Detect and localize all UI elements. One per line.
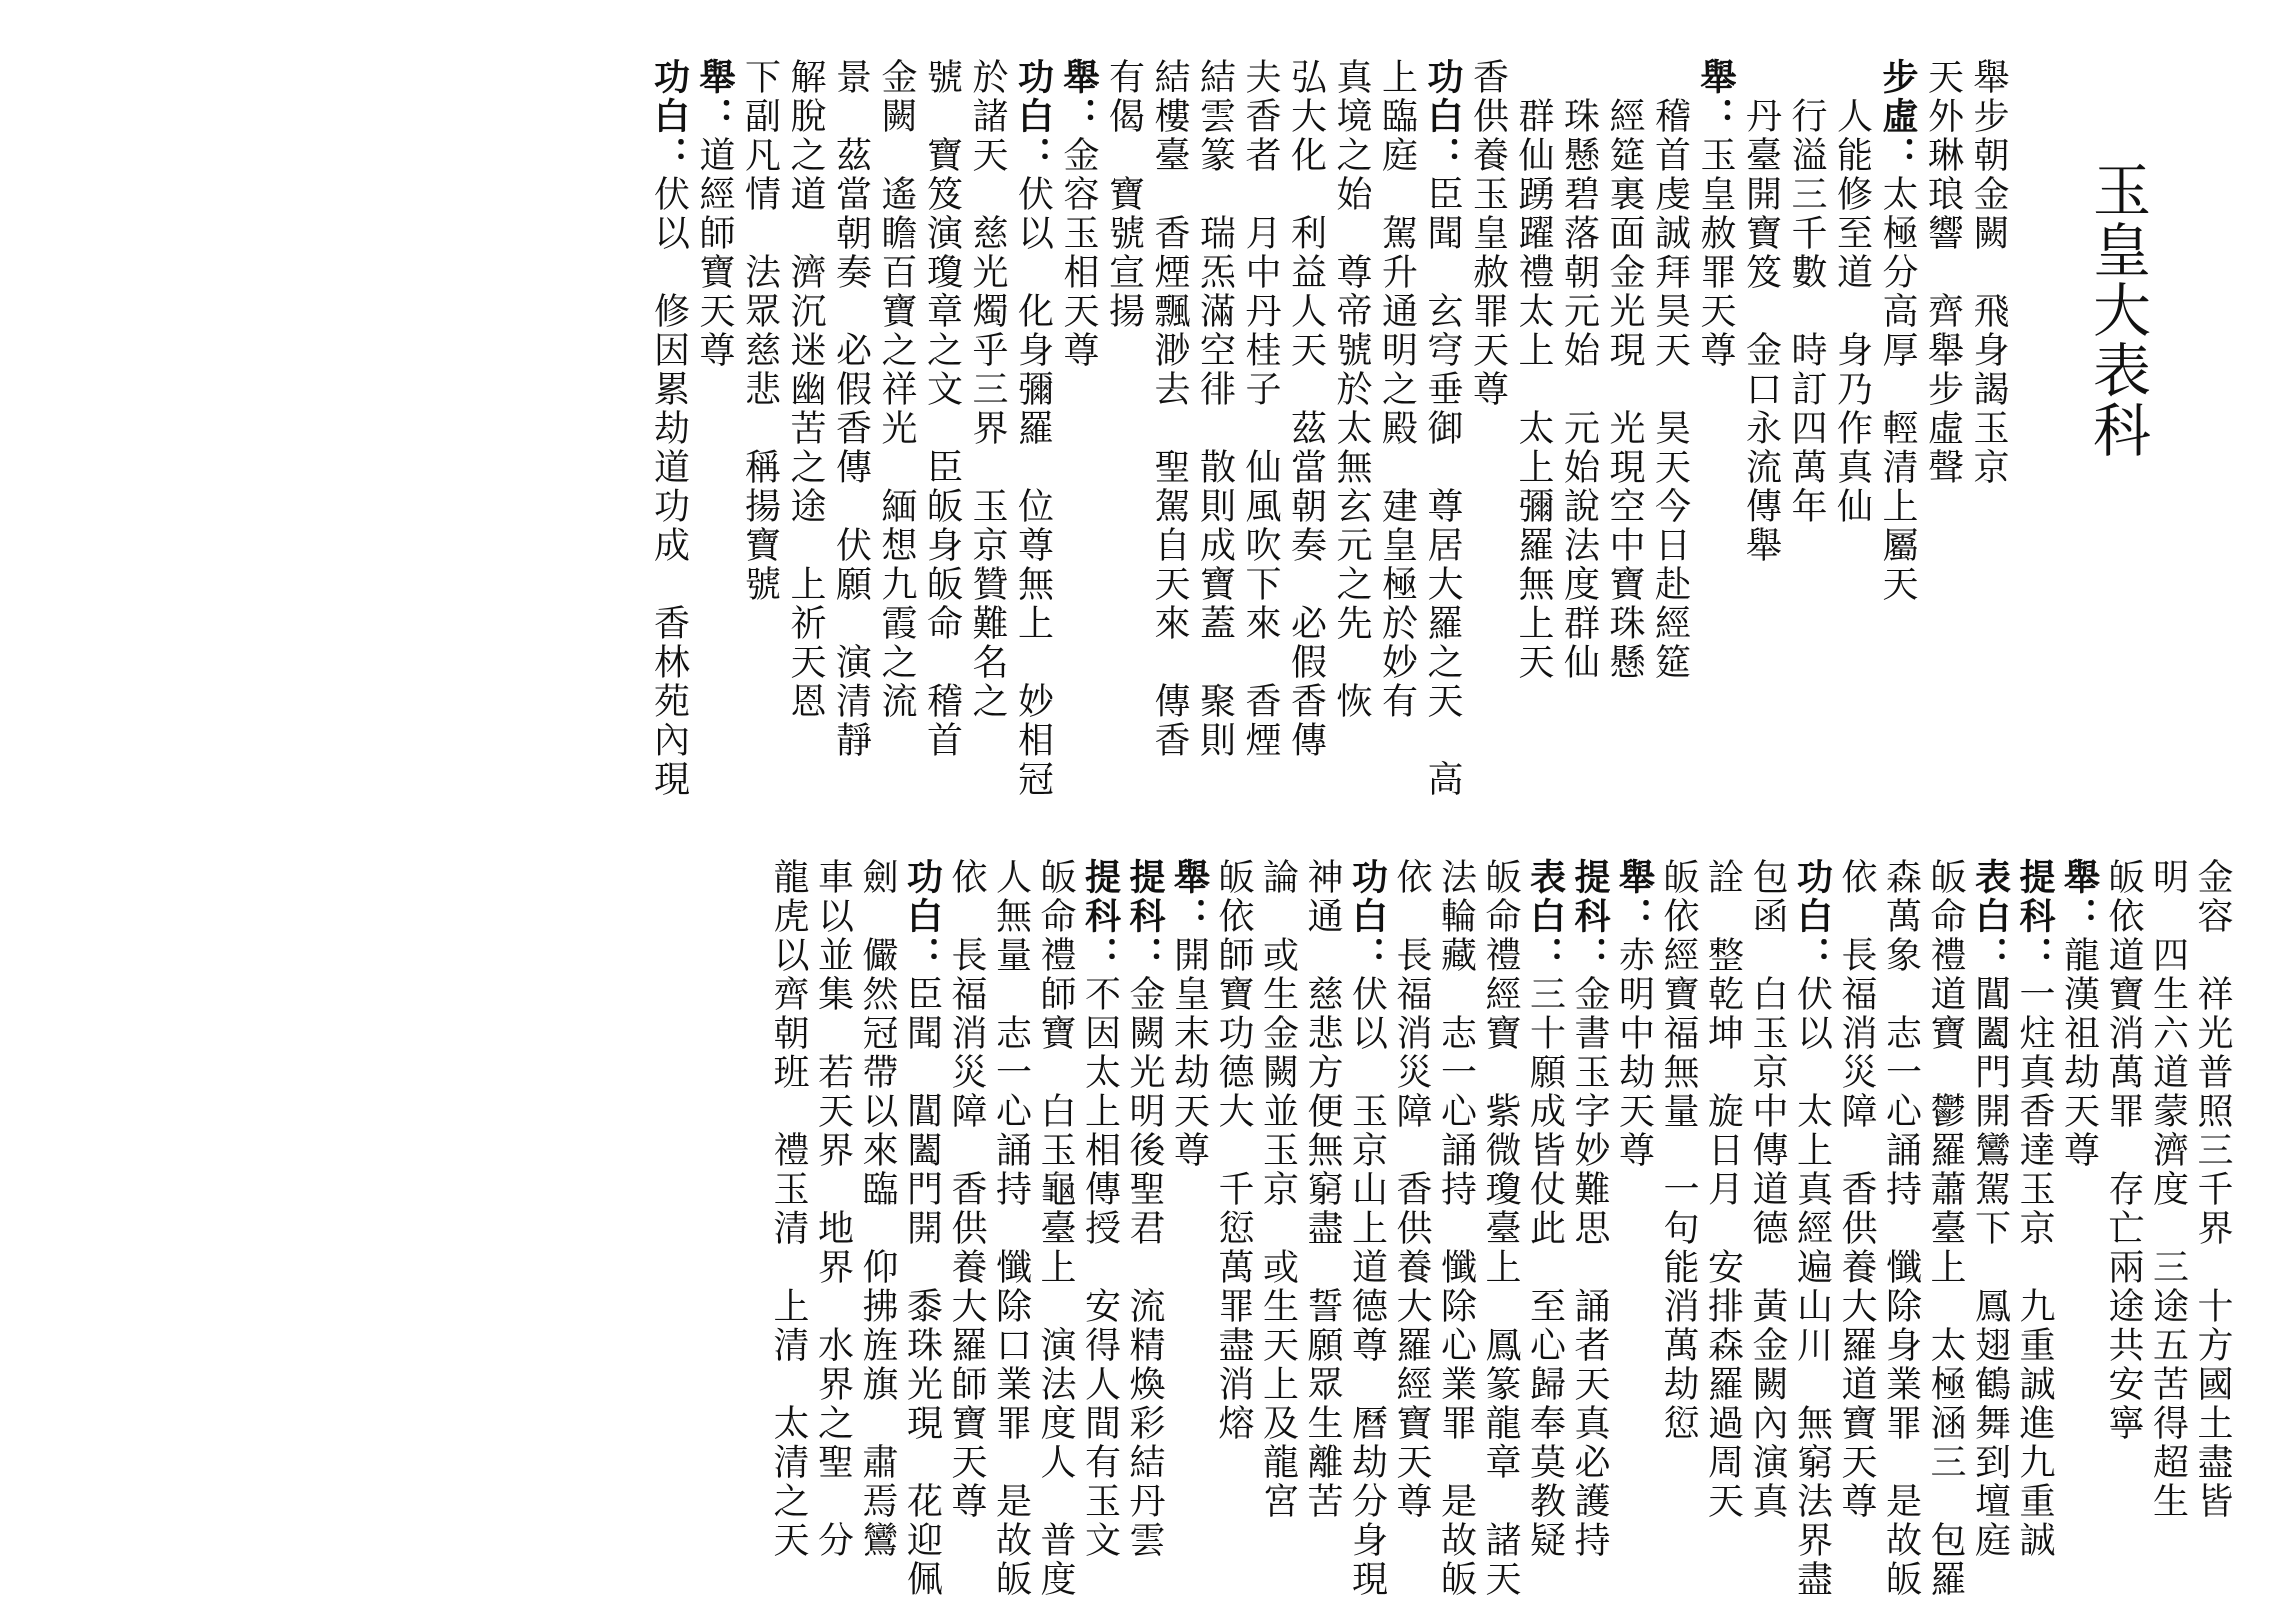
- text-column: [1834, 858, 1877, 1521]
- column-text: 天外琳琅響 齊舉步虛聲: [1922, 58, 1964, 487]
- column-text: 下副凡情 法眾慈悲 稱揚寶號: [739, 58, 781, 604]
- text-column: [1375, 58, 1418, 721]
- section-label: 功白：: [1012, 58, 1054, 175]
- text-column: [989, 858, 1032, 1599]
- text-column: [1790, 858, 1833, 1599]
- text-column: [1167, 858, 1210, 1170]
- text-column: [1966, 58, 2009, 487]
- column-text: 依 長福消災障 香供養大羅道寶天尊: [1836, 858, 1877, 1521]
- text-column: [944, 858, 987, 1521]
- section-label: 舉：: [694, 58, 735, 136]
- column-text: 伏以 修因累劫道功成 香林苑內現: [648, 175, 690, 799]
- section-label: 舉：: [2058, 858, 2100, 936]
- column-text: 開皇末劫天尊: [1168, 936, 1210, 1170]
- section-label: 表白：: [1969, 858, 2011, 975]
- column-text: 閶闔門開鸞駕下 鳳翅鶴舞到壇庭: [1969, 975, 2011, 1560]
- section-label: 提科：: [1569, 858, 1610, 975]
- text-column: [1193, 58, 1236, 760]
- text-column: [1701, 858, 1744, 1521]
- section-label: 功白：: [648, 58, 690, 175]
- section-label: 功白：: [1791, 858, 1833, 975]
- column-text: 真境之始 尊帝號於太無玄元之先 恢: [1331, 58, 1372, 721]
- text-column: [766, 858, 809, 1560]
- column-text: 行溢三千數 時訂四萬年: [1786, 58, 1827, 526]
- column-text: 夫香者 月中丹桂子 仙風吹下來 香煙: [1240, 58, 1281, 760]
- text-column: [965, 58, 1008, 721]
- column-text: 玉皇赦罪天尊: [1695, 136, 1736, 370]
- text-column: [920, 58, 963, 760]
- text-column: [1875, 58, 1918, 604]
- text-column: [1466, 58, 1509, 409]
- text-column: [1102, 58, 1145, 331]
- column-text: 結雲篆 瑞炁滿空徘 散則成寶蓋 聚則: [1194, 58, 1236, 760]
- text-column: [1345, 858, 1388, 1599]
- column-text: 結樓臺 香煙飄渺去 聖駕自天來 傳香: [1149, 58, 1190, 760]
- text-column: [783, 58, 826, 721]
- text-column: [900, 858, 943, 1599]
- section-label: 舉：: [1695, 58, 1736, 136]
- text-column: [1602, 58, 1645, 682]
- column-text: 皈命禮道寶 鬱羅蕭臺上 太極涵三 包羅: [1925, 858, 1966, 1599]
- column-text: 伏以 化身彌羅 位尊無上 妙相冠: [1012, 175, 1054, 799]
- text-column: [1784, 58, 1827, 526]
- column-text: 皈依經寶福無量 一句能消萬劫愆: [1658, 858, 1699, 1443]
- text-column: [1921, 58, 1964, 487]
- column-text: 解脫之道 濟沉迷幽苦之途 上祈天恩: [785, 58, 826, 721]
- column-text: 臣聞 閶闔門開 黍珠光現 花迎佩: [901, 975, 943, 1599]
- column-text: 皈命禮經寶 紫微瓊臺上 鳳篆龍章 諸天: [1480, 858, 1521, 1599]
- section-label: 功白：: [1422, 58, 1463, 175]
- column-text: 不因太上相傳授 安得人間有玉文: [1079, 975, 1121, 1560]
- column-text: 龍虎以齊朝班 禮玉清 上清 太清之天: [768, 858, 809, 1560]
- text-column: [874, 58, 917, 721]
- column-text: 車以並集 若天界 地界 水界之聖 分: [812, 858, 854, 1560]
- text-column: [1557, 58, 1600, 682]
- section-label: 舉：: [1613, 858, 1655, 936]
- text-column: [1300, 858, 1343, 1521]
- section-label: 表白：: [1524, 858, 1566, 975]
- text-column: [2101, 858, 2144, 1443]
- text-column: [647, 58, 690, 799]
- text-column: [1011, 58, 1054, 799]
- column-text: 弘大化 利益人天 茲當朝奏 必假香傳: [1285, 58, 1327, 760]
- column-text: 伏以 玉京山上道德尊 曆劫分身現: [1346, 975, 1388, 1599]
- text-column: [1612, 858, 1655, 1170]
- text-column: [692, 58, 735, 370]
- section-label: 舉：: [1058, 58, 1099, 136]
- column-text: 人能修至道 身乃作真仙: [1831, 58, 1873, 526]
- text-column: [1523, 858, 1566, 1560]
- text-column: [811, 858, 854, 1560]
- text-column: [1968, 858, 2011, 1560]
- text-column: [1238, 58, 1281, 760]
- text-column: [1567, 858, 1610, 1560]
- text-column: [1078, 858, 1121, 1560]
- column-text: 神通 慈悲方便無窮盡 誓願眾生離苦: [1302, 858, 1343, 1521]
- section-label: 提科：: [1079, 858, 1121, 975]
- column-text: 金容玉相天尊: [1058, 136, 1099, 370]
- text-column: [1256, 858, 1299, 1521]
- column-text: 依 長福消災障 香供養大羅經寶天尊: [1391, 858, 1432, 1521]
- text-column: [1745, 858, 1788, 1521]
- column-text: 依 長福消災障 香供養大羅師寶天尊: [946, 858, 987, 1521]
- text-column: [1830, 58, 1873, 526]
- column-text: 舉步朝金闕 飛身謁玉京: [1968, 58, 2009, 487]
- text-column: [1478, 858, 1521, 1599]
- column-text: 稽首虔誠拜昊天 昊天今日赴經筵: [1649, 58, 1691, 682]
- text-column: [2057, 858, 2100, 1170]
- column-text: 號 寶笈演瓊章之文 臣皈身皈命 稽首: [921, 58, 963, 760]
- column-text: 法輪藏 志一心誦持 懺除心業罪 是故皈: [1435, 858, 1477, 1599]
- text-column: [1056, 58, 1099, 370]
- column-text: 詮 整乾坤 旋日月 安排森羅過周天: [1702, 858, 1744, 1521]
- section-label: 功白：: [1346, 858, 1388, 975]
- text-column: [1511, 58, 1554, 682]
- column-text: 金書玉字妙難思 誦者天真必護持: [1569, 975, 1610, 1560]
- column-text: 有偈 寶號宣揚: [1103, 58, 1145, 331]
- column-text: 赤明中劫天尊: [1613, 936, 1655, 1170]
- column-text: 金闕 遙瞻百寶之祥光 緬想九霞之流: [876, 58, 917, 721]
- section-label: 提科：: [2014, 858, 2055, 975]
- text-column: [1923, 858, 1966, 1599]
- column-text: 皈依師寶功德大 千愆萬罪盡消熔: [1213, 858, 1254, 1443]
- column-text: 劍 儼然冠帶以來臨 仰拂旌旗 肅焉鸞: [857, 858, 898, 1560]
- text-column: [1879, 858, 1922, 1599]
- column-text: 皈命禮師寶 白玉龜臺上 演法度人 普度: [1035, 858, 1076, 1599]
- column-text: 包函 白玉京中傳道德 黃金闕內演真: [1747, 858, 1788, 1521]
- column-text: 金闕光明後聖君 流精煥彩結丹雲: [1124, 975, 1165, 1560]
- column-text: 道經師寶天尊: [694, 136, 735, 370]
- column-text: 臣聞 玄穹垂御 尊居大羅之天 高: [1422, 175, 1463, 799]
- text-column: [829, 58, 872, 760]
- column-text: 金容 祥光普照三千界 十方國土盡皆: [2192, 858, 2233, 1521]
- section-label: 提科：: [1124, 858, 1165, 975]
- column-text: 明 四生六道蒙濟度 三途五苦得超生: [2147, 858, 2189, 1521]
- section-label: 步虛：: [1877, 58, 1918, 175]
- text-column: [1147, 58, 1190, 760]
- column-text: 景 茲當朝奏 必假香傳 伏願 演清靜: [830, 58, 872, 760]
- text-column: [1284, 58, 1327, 760]
- document-title: 玉皇大表科: [2083, 160, 2151, 460]
- text-column: [855, 858, 898, 1560]
- text-column: [2190, 858, 2233, 1521]
- section-label: 舉：: [1168, 858, 1210, 936]
- text-column: [1420, 58, 1463, 799]
- text-column: [1389, 858, 1432, 1521]
- column-text: 人無量 志一心誦持 懺除口業罪 是故皈: [990, 858, 1032, 1599]
- section-label: 功白：: [901, 858, 943, 975]
- text-column: [1656, 858, 1699, 1443]
- text-column: [1693, 58, 1736, 370]
- text-column: [1033, 858, 1076, 1599]
- column-text: 經筵裏面金光現 光現空中寶珠懸: [1604, 58, 1645, 682]
- column-text: 香供養玉皇赦罪天尊: [1467, 58, 1509, 409]
- text-column: [2012, 858, 2055, 1560]
- text-column: [1739, 58, 1782, 565]
- column-text: 珠懸碧落朝元始 元始說法度群仙: [1558, 58, 1600, 682]
- column-text: 一炷真香達玉京 九重誠進九重誠: [2014, 975, 2055, 1560]
- column-text: 伏以 太上真經遍山川 無窮法界盡: [1791, 975, 1833, 1599]
- column-text: 森萬象 志一心誦持 懺除身業罪 是故皈: [1880, 858, 1922, 1599]
- text-column: [1434, 858, 1477, 1599]
- column-text: 於諸天 慈光燭乎三界 玉京贊難名之: [967, 58, 1008, 721]
- column-text: 論 或生金闕並玉京 或生天上及龍宮: [1257, 858, 1299, 1521]
- column-text: 皈依道寶消萬罪 存亡兩途共安寧: [2103, 858, 2144, 1443]
- column-text: 三十願成皆仗此 至心歸奉莫教疑: [1524, 975, 1566, 1560]
- text-column: [1122, 858, 1165, 1560]
- column-text: 上臨庭 駕升通明之殿 建皇極於妙有: [1376, 58, 1418, 721]
- text-column: [2146, 858, 2189, 1521]
- column-text: 群仙踴躍禮太上 太上彌羅無上天: [1513, 58, 1554, 682]
- text-column: [1211, 858, 1254, 1443]
- text-column: [738, 58, 781, 604]
- column-text: 太極分高厚 輕清上屬天: [1877, 175, 1918, 604]
- column-text: 龍漢祖劫天尊: [2058, 936, 2100, 1170]
- text-column: [1329, 58, 1372, 721]
- column-text: 丹臺開寶笈 金口永流傳舉: [1740, 58, 1782, 565]
- text-column: [1648, 58, 1691, 682]
